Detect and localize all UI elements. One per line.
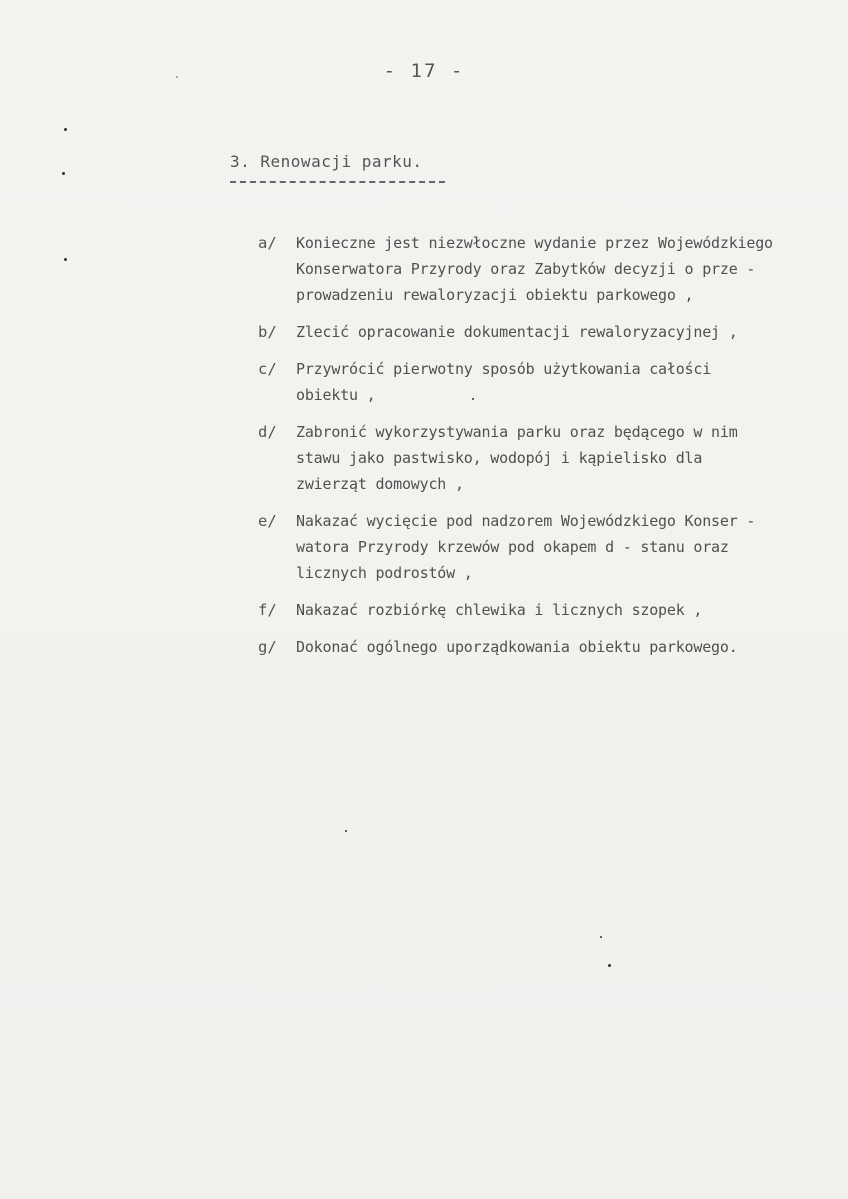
- item-letter: b/: [258, 323, 277, 341]
- paper-speck: [64, 128, 67, 131]
- item-letter: e/: [258, 512, 277, 530]
- item-letter: a/: [258, 234, 277, 252]
- item-letter: f/: [258, 601, 277, 619]
- list-item: [258, 419, 848, 497]
- recommendation-list: [258, 230, 848, 671]
- item-letter: g/: [258, 638, 277, 656]
- item-letter: c/: [258, 360, 277, 378]
- heading-underline: [230, 181, 445, 183]
- paper-speck: [608, 964, 611, 967]
- section-heading: 3. Renowacji parku.: [230, 152, 423, 171]
- list-item: [258, 356, 848, 408]
- list-item: [258, 508, 848, 586]
- item-text: Konieczne jest niezwłoczne wydanie przez Wojewódzkiego Konserwatora Przyrody oraz Zabytków decyzji o prze - prowadzeniu rewaloryzacji obiektu parkowego ,: [296, 234, 773, 304]
- item-letter: d/: [258, 423, 277, 441]
- item-text: Nakazać rozbiórkę chlewika i licznych szopek ,: [296, 601, 703, 619]
- list-item: [258, 597, 848, 623]
- list-item: [258, 230, 848, 308]
- item-text: Zlecić opracowanie dokumentacji rewaloryzacyjnej ,: [296, 323, 738, 341]
- item-text: Zabronić wykorzystywania parku oraz będącego w nim stawu jako pastwisko, wodopój i kąpielisko dla zwierząt domowych ,: [296, 423, 738, 493]
- paper-speck: [176, 76, 178, 78]
- item-text: Dokonać ogólnego uporządkowania obiektu parkowego.: [296, 638, 738, 656]
- page-number: - 17 -: [383, 60, 465, 82]
- paper-speck: [472, 398, 474, 400]
- item-text: Nakazać wycięcie pod nadzorem Wojewódzkiego Konser - watora Przyrody krzewów pod okapem d - stanu oraz licznych podrostów ,: [296, 512, 756, 582]
- list-item: [258, 634, 848, 660]
- paper-speck: [62, 172, 65, 175]
- paper-speck: [345, 830, 347, 832]
- list-item: [258, 319, 848, 345]
- paper-speck: [64, 258, 67, 261]
- paper-speck: [600, 936, 602, 938]
- item-text: Przywrócić pierwotny sposób użytkowania całości obiektu ,: [296, 360, 712, 404]
